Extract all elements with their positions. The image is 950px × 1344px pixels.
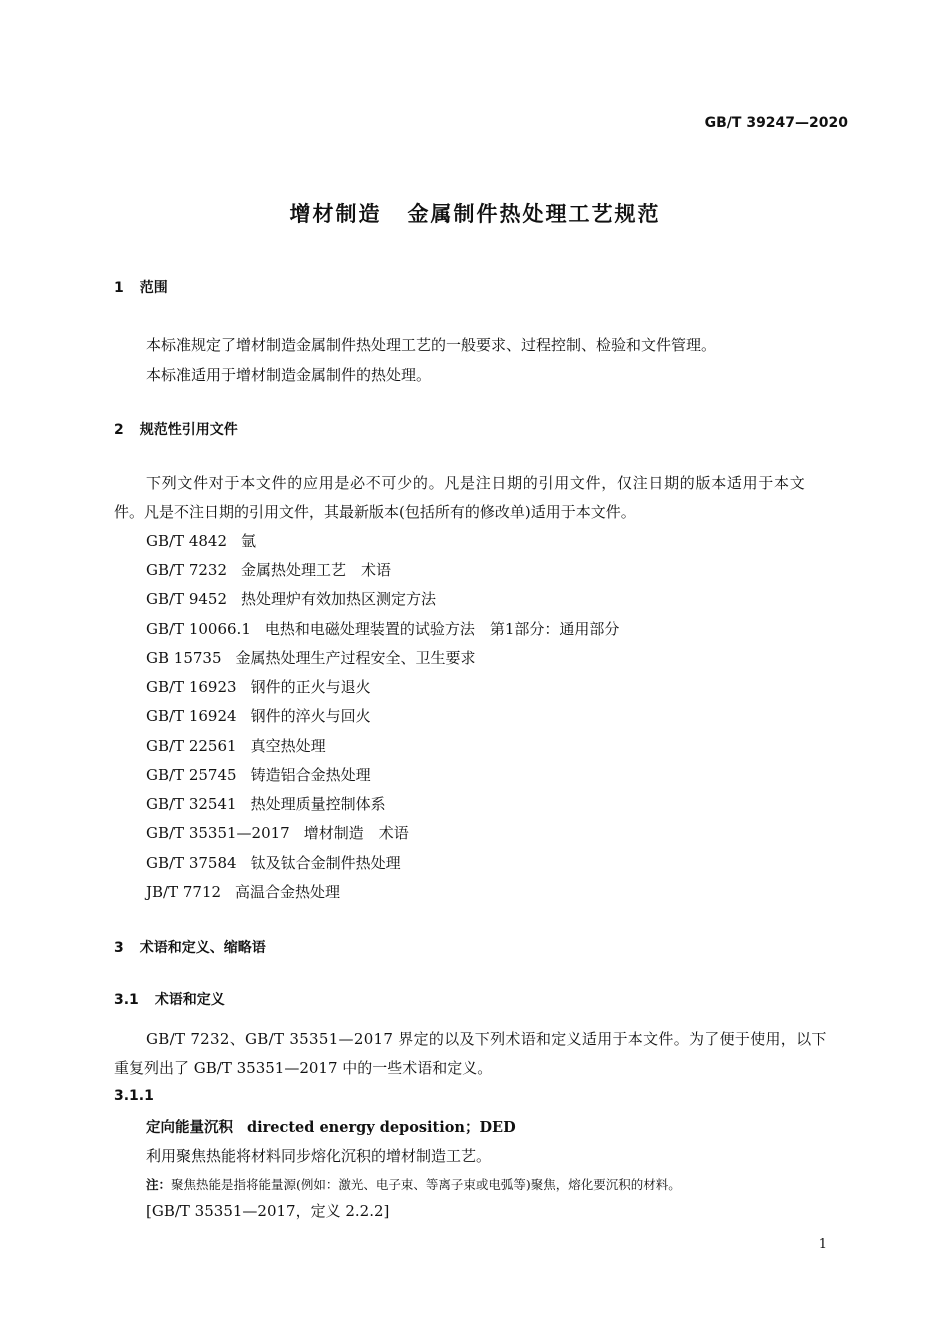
section-1-number: 1 bbox=[114, 280, 124, 296]
page-number: 1 bbox=[818, 1237, 827, 1252]
reference-item: GB 15735 金属热处理生产过程安全、卫生要求 bbox=[146, 649, 476, 667]
reference-item: GB/T 16923 钢件的正火与退火 bbox=[146, 678, 371, 696]
reference-item: GB/T 4842 氩 bbox=[146, 532, 257, 550]
term-3-1-1-source: [GB/T 35351—2017，定义 2.2.2] bbox=[146, 1202, 390, 1220]
term-english: directed energy deposition；DED bbox=[247, 1119, 516, 1136]
standard-number: GB/T 39247—2020 bbox=[704, 115, 848, 131]
term-3-1-1-note bbox=[146, 1175, 681, 1194]
subsection-3-1-heading bbox=[114, 989, 225, 1009]
section-3-title: 术语和定义、缩略语 bbox=[139, 940, 266, 956]
subsection-3-1-number: 3.1 bbox=[114, 992, 139, 1008]
section-2-intro-line-1: 下列文件对于本文件的应用是必不可少的。凡是注日期的引用文件，仅注日期的版本适用于本文 bbox=[146, 474, 806, 492]
term-chinese: 定向能量沉积 bbox=[146, 1120, 233, 1136]
reference-item: GB/T 22561 真空热处理 bbox=[146, 737, 326, 755]
title-part-1: 增材制造 bbox=[289, 202, 382, 226]
term-3-1-1-definition: 利用聚焦热能将材料同步熔化沉积的增材制造工艺。 bbox=[146, 1147, 492, 1165]
section-2-intro-line-2: 件。凡是不注日期的引用文件，其最新版本(包括所有的修改单)适用于本文件。 bbox=[114, 503, 636, 521]
subsection-3-1-paragraph-line-1: GB/T 7232、GB/T 35351—2017 界定的以及下列术语和定义适用于本文件。为了便于使用，以下 bbox=[146, 1030, 827, 1048]
reference-item: GB/T 7232 金属热处理工艺 术语 bbox=[146, 561, 392, 579]
section-1-paragraph-2: 本标准适用于增材制造金属制件的热处理。 bbox=[146, 366, 432, 384]
section-2-title: 规范性引用文件 bbox=[139, 422, 238, 438]
reference-item: GB/T 9452 热处理炉有效加热区测定方法 bbox=[146, 590, 437, 608]
reference-item: GB/T 35351—2017 增材制造 术语 bbox=[146, 824, 409, 842]
reference-item: GB/T 10066.1 电热和电磁处理装置的试验方法 第1部分：通用部分 bbox=[146, 620, 620, 638]
section-2-heading bbox=[114, 419, 238, 439]
term-3-1-1-number: 3.1.1 bbox=[114, 1088, 154, 1104]
note-label: 注： bbox=[146, 1177, 172, 1192]
section-3-heading bbox=[114, 937, 266, 957]
term-3-1-1-entry bbox=[146, 1116, 516, 1137]
subsection-3-1-title: 术语和定义 bbox=[154, 992, 225, 1008]
reference-item: GB/T 25745 铸造铝合金热处理 bbox=[146, 766, 371, 784]
section-3-number: 3 bbox=[114, 940, 124, 956]
reference-item: GB/T 37584 钛及钛合金制件热处理 bbox=[146, 854, 401, 872]
section-1-paragraph-1: 本标准规定了增材制造金属制件热处理工艺的一般要求、过程控制、检验和文件管理。 bbox=[146, 336, 717, 354]
section-1-heading bbox=[114, 277, 168, 297]
document-title bbox=[0, 198, 950, 228]
reference-item: JB/T 7712 高温合金热处理 bbox=[146, 883, 341, 901]
subsection-3-1-paragraph-line-2: 重复列出了 GB/T 35351—2017 中的一些术语和定义。 bbox=[114, 1059, 493, 1077]
section-2-number: 2 bbox=[114, 422, 124, 438]
reference-item: GB/T 16924 钢件的淬火与回火 bbox=[146, 707, 371, 725]
note-text: 聚焦热能是指将能量源(例如：激光、电子束、等离子束或电弧等)聚焦，熔化要沉积的材料。 bbox=[171, 1177, 681, 1192]
title-part-2: 金属制件热处理工艺规范 bbox=[407, 202, 661, 226]
reference-item: GB/T 32541 热处理质量控制体系 bbox=[146, 795, 386, 813]
section-1-title: 范围 bbox=[139, 280, 168, 296]
